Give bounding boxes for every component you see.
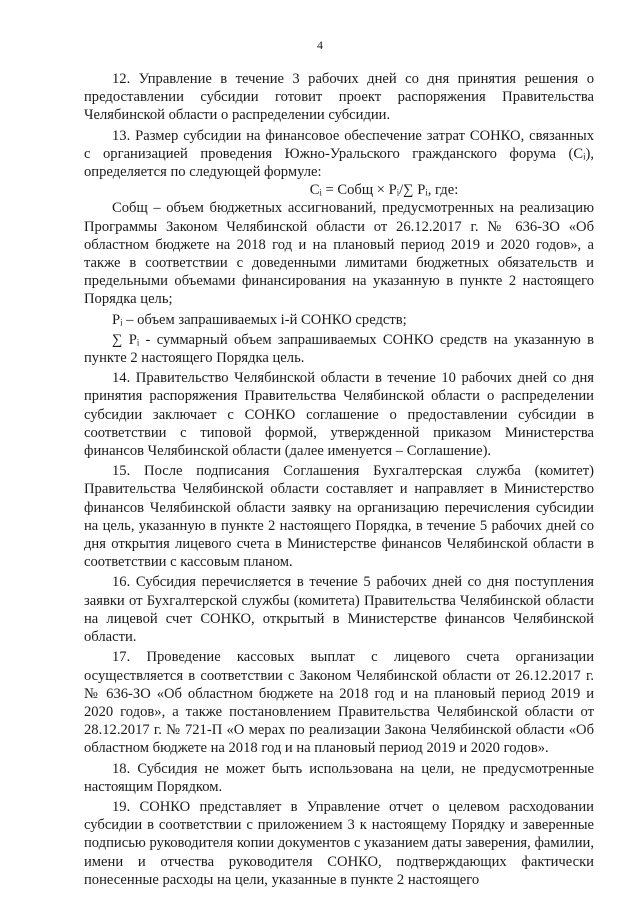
subsidy-formula: Cᵢ = Cобщ × Pᵢ/∑ Pᵢ, где: bbox=[309, 182, 459, 199]
document-body bbox=[84, 70, 594, 889]
paragraph-15: 15. После подписания Соглашения Бухгалтерская служба (комитет) Правительства Челябинской области составляет и направляет в Министерство финансов Челябинской области заявку на организацию перечисления субсидии на цель, указанную в пункте 2 настоящего Порядка, в течение 5 рабочих дней со дня открытия лицевого счета в Министерстве финансов Челябинской области в соответствии с кассовым планом. bbox=[84, 463, 594, 571]
paragraph-17: 17. Проведение кассовых выплат с лицевого счета организации осуществляется в соответствии с Законом Челябинской области от 26.12.2017 г. № 636-ЗО «Об областном бюджете на 2018 год и на плановый период 2019 и 2020 годов», а также постановлением Правительства Челябинской области от 28.12.2017 г. № 721-П «О мерах по реализации Закона Челябинской области «Об областном бюджете на 2018 год и на плановый период 2019 и 2020 годов». bbox=[84, 649, 594, 757]
page-number: 4 bbox=[317, 38, 323, 52]
definition-sum-p: ∑ Pᵢ - суммарный объем запрашиваемых СОНКО средств на указанную в пункте 2 настоящего Порядка цель. bbox=[84, 331, 594, 367]
paragraph-13: 13. Размер субсидии на финансовое обеспечение затрат СОНКО, связанных с организацией проведения Южно-Уральского гражданского форума (Сᵢ), определяется по следующей формуле: bbox=[84, 127, 594, 181]
paragraph-12: 12. Управление в течение 3 рабочих дней со дня принятия решения о предоставлении субсидии готовит проект распоряжения Правительства Челябинской области о распределении субсидии. bbox=[84, 71, 594, 124]
paragraph-19: 19. СОНКО представляет в Управление отчет о целевом расходовании субсидии в соответствии с приложением 3 к настоящему Порядку и заверенные подписью руководителя копии документов с указанием даты заверения, фамилии, имени и отчества руководителя СОНКО, подтверждающих фактически понесенные расходы на цели, указанные в пункте 2 настоящего bbox=[84, 798, 594, 888]
paragraph-16: 16. Субсидия перечисляется в течение 5 рабочих дней со дня поступления заявки от Бухгалтерской службы (комитета) Правительства Челябинской области на лицевой счет СОНКО, открытый в Министерстве финансов Челябинской области. bbox=[84, 574, 594, 646]
paragraph-18: 18. Субсидия не может быть использована на цели, не предусмотренные настоящим Порядком. bbox=[84, 760, 594, 795]
definition-c-total: Cобщ – объем бюджетных ассигнований, предусмотренных на реализацию Программы Законом Челябинской области от 26.12.2017 г. № 636-ЗО «Об областном бюджете на 2018 год и на плановый период 2019 и 2020 годов», а также в соответствии с доведенными лимитами бюджетных обязательств и предельными объемами финансирования на указанную в пункте 2 настоящего Порядка цель; bbox=[84, 200, 594, 308]
definition-p-i: Pᵢ – объем запрашиваемых i-й СОНКО средств; bbox=[112, 311, 407, 328]
paragraph-14: 14. Правительство Челябинской области в течение 10 рабочих дней со дня принятия распоряжения Правительства Челябинской области о распределении субсидии заключает с СОНКО соглашение о предоставлении субсидии в соответствии с типовой формой, утвержденной приказом Министерства финансов Челябинской области (далее именуется – Соглашение). bbox=[84, 370, 594, 460]
